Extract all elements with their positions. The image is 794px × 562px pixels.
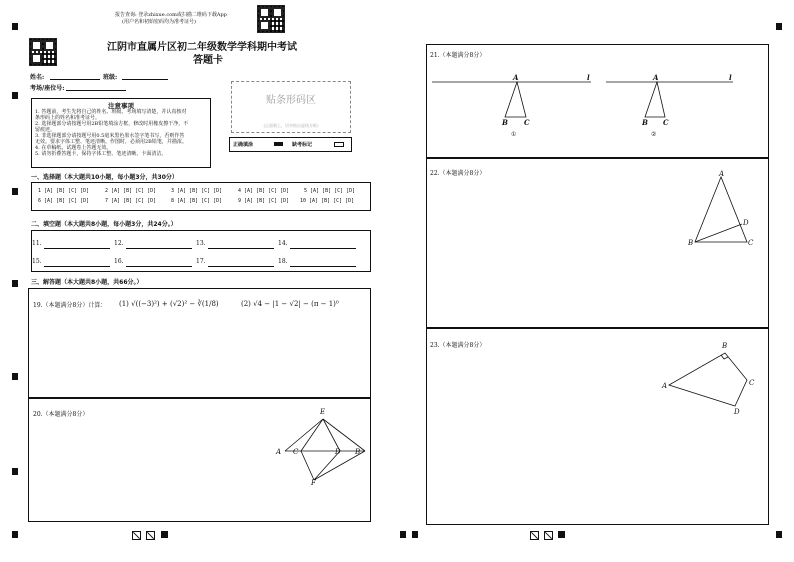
fig2-caption: ② <box>651 131 657 138</box>
filled-box-icon <box>274 142 283 146</box>
absent-mark-label: 缺考标记 <box>292 142 313 148</box>
blank-answer-line[interactable] <box>290 248 356 249</box>
blank-answer-line[interactable] <box>208 248 274 249</box>
registration-mark <box>12 531 18 538</box>
segment-bd <box>695 224 742 242</box>
point-b-label: B <box>355 448 361 456</box>
fill-blank-box <box>31 230 371 272</box>
point-d-label: D <box>743 219 749 227</box>
blank-number: 12. <box>114 240 124 247</box>
choice-question-9[interactable]: 9 [A] [B] [C] [D] <box>238 198 290 204</box>
point-b-label: B <box>722 342 728 350</box>
section2-title: 二、填空题（本大题共8小题，每小题3分，共24分。） <box>31 221 177 228</box>
notice-line: 1. 答题前，考生先将自己的姓名、班级、考场填写清楚，并认真核对 <box>35 109 187 115</box>
point-d-label: D <box>734 408 740 416</box>
q19-part1: (1) √((−3)²) + (√2)² − ∛(1/8) <box>119 300 219 308</box>
blank-number: 18. <box>278 258 288 265</box>
registration-mark <box>12 373 18 380</box>
page-mark <box>161 531 168 538</box>
seat-field[interactable] <box>66 90 126 91</box>
segment-cf <box>301 451 314 480</box>
q20-figure <box>29 398 370 521</box>
report-query-text: 报告查询: 登录zhixue.com或扫描二维码下载App <box>115 12 227 18</box>
registration-mark <box>12 92 18 99</box>
q22-answer-box[interactable] <box>426 157 769 329</box>
page-mark <box>146 531 155 540</box>
blank-answer-line[interactable] <box>126 266 192 267</box>
registration-mark <box>12 468 18 475</box>
blank-number: 15. <box>32 258 42 265</box>
blank-number: 14. <box>278 240 288 247</box>
notice-title: 注意事项 <box>108 102 134 110</box>
choice-question-6[interactable]: 6 [A] [B] [C] [D] <box>38 198 90 204</box>
point-c-label: C <box>293 448 299 456</box>
q21-answer-box[interactable] <box>426 44 769 159</box>
class-field[interactable] <box>122 79 168 80</box>
barcode-area <box>231 81 351 133</box>
notice-line: 2. 选择题部分请按题号用2B铅笔填涂方框，修改时用橡皮擦干净，不 <box>35 121 189 127</box>
name-label: 姓名: <box>30 74 45 81</box>
page-mark <box>530 531 539 540</box>
blank-number: 16. <box>114 258 124 265</box>
point-a-label: A <box>662 382 668 390</box>
point-c-label: C <box>749 379 755 387</box>
choice-question-10[interactable]: 10 [A] [B] [C] [D] <box>300 198 355 204</box>
choice-question-1[interactable]: 1 [A] [B] [C] [D] <box>38 188 90 194</box>
blank-answer-line[interactable] <box>44 248 110 249</box>
fig1-point-c: C <box>524 118 530 127</box>
registration-mark <box>12 188 18 195</box>
fig2-point-c: C <box>663 118 669 127</box>
section1-title: 一、选择题（本大题共10小题，每小题3分，共30分） <box>31 174 178 181</box>
registration-mark <box>776 531 782 538</box>
registration-mark <box>400 531 406 538</box>
blank-answer-line[interactable] <box>44 266 110 267</box>
point-a-label: A <box>719 170 725 178</box>
choice-question-5[interactable]: 5 [A] [B] [C] [D] <box>304 188 356 194</box>
fig1-point-a: A <box>513 73 519 82</box>
qr-code-icon <box>29 38 57 66</box>
fig2-line-l: l <box>729 73 732 82</box>
choice-question-7[interactable]: 7 [A] [B] [C] [D] <box>105 198 157 204</box>
point-b-label: B <box>688 239 694 247</box>
seat-label: 考场/座位号: <box>30 85 65 92</box>
quadrilateral-abcd <box>669 353 747 406</box>
exam-title: 江阴市直属片区初二年级数学学科期中考试 <box>107 42 297 53</box>
q20-label: 20.（本题满分8分） <box>33 411 89 418</box>
fig1-line-l: l <box>587 73 590 82</box>
notice-line: 3. 非选择题部分请按题号用0.5毫米黑色墨水签字笔书写，否则作答 <box>35 133 185 139</box>
segment-eb <box>323 419 365 451</box>
fig1-caption: ① <box>511 131 517 138</box>
q19-part2: (2) √4 − |1 − √2| − (π − 1)⁰ <box>241 300 339 308</box>
choice-question-3[interactable]: 3 [A] [B] [C] [D] <box>171 188 223 194</box>
notice-line: 5. 请勿折叠答题卡，保持字体工整、笔迹清晰、卡面清洁。 <box>35 151 167 157</box>
class-label: 班级: <box>103 74 118 81</box>
notice-line: 条形码上的姓名和准考证号。 <box>35 115 101 121</box>
q21-figures <box>427 45 768 158</box>
report-query-subtext: (用户名和初始密码均为准考证号) <box>122 19 196 25</box>
correct-fill-label: 正确填涂 <box>233 142 254 148</box>
choice-question-4[interactable]: 4 [A] [B] [C] [D] <box>238 188 290 194</box>
page-mark <box>558 531 565 538</box>
blank-answer-line[interactable] <box>208 266 274 267</box>
fig2-point-a: A <box>653 73 659 82</box>
page-mark <box>544 531 553 540</box>
barcode-hint: (正面朝上，切勿贴出虚线方框) <box>263 123 319 128</box>
choice-box <box>31 182 371 211</box>
point-e-label: E <box>320 408 326 416</box>
q21-label: 21.（本题满分8分） <box>430 52 486 59</box>
point-f-label: F <box>311 479 316 487</box>
name-field[interactable] <box>50 79 100 80</box>
notice-line: 留痕迹。 <box>35 127 56 133</box>
q20-answer-box[interactable] <box>28 397 371 522</box>
registration-mark <box>12 23 18 30</box>
point-d-label: D <box>335 448 341 456</box>
point-a-label: A <box>276 448 282 456</box>
q19-label: 19.（本题满分8分）计算： <box>33 302 107 309</box>
blank-answer-line[interactable] <box>290 266 356 267</box>
exam-subtitle: 答题卡 <box>193 55 223 66</box>
fig2-point-b: B <box>642 118 648 127</box>
blank-number: 11. <box>32 240 42 247</box>
registration-mark <box>776 23 782 30</box>
segment-ed <box>323 419 340 451</box>
triangle-fig2 <box>645 82 665 117</box>
qr-code-icon <box>257 5 285 33</box>
point-c-label: C <box>748 239 754 247</box>
fill-example-box <box>229 137 352 152</box>
registration-mark <box>12 280 18 287</box>
notice-line: 无效。要求字体工整、笔迹清晰。作图时，必须用2B铅笔，并描浓。 <box>35 139 187 145</box>
q23-answer-box[interactable] <box>426 327 769 525</box>
section3-title: 三、解答题（本大题共8小题，共66分。） <box>31 279 143 286</box>
triangle-fig1 <box>505 82 526 117</box>
q22-figure <box>427 158 768 328</box>
q23-label: 23.（本题满分8分） <box>430 342 486 349</box>
choice-question-2[interactable]: 2 [A] [B] [C] [D] <box>105 188 157 194</box>
blank-answer-line[interactable] <box>126 248 192 249</box>
blank-number: 17. <box>196 258 206 265</box>
page-mark <box>132 531 141 540</box>
choice-question-8[interactable]: 8 [A] [B] [C] [D] <box>171 198 223 204</box>
notice-box <box>31 98 211 168</box>
q19-answer-box[interactable] <box>28 288 371 399</box>
notice-line: 4. 在草稿纸、试题卷上答题无效。 <box>35 145 112 151</box>
fig1-point-b: B <box>502 118 508 127</box>
barcode-label: 贴条形码区 <box>266 95 316 106</box>
q22-label: 22.（本题满分8分） <box>430 170 486 177</box>
absent-mark-box[interactable] <box>334 142 344 147</box>
q23-figure <box>427 328 768 524</box>
blank-number: 13. <box>196 240 206 247</box>
registration-mark <box>412 531 418 538</box>
